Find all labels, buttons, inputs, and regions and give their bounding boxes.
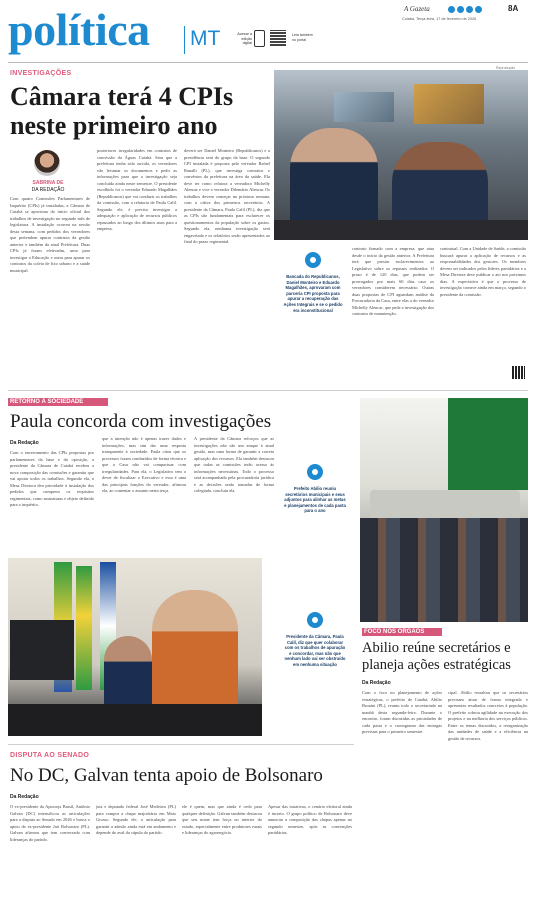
story2-caption-text: Presidente da Câmara, Paula Calil, diz que quer colaborar com os trabalhos de apuração e concordar, mas não que nenhum lado vai ser obstruído em nenhuma situação — [284, 634, 346, 667]
social-icons[interactable] — [448, 6, 492, 14]
author-avatar — [34, 150, 60, 176]
story2-byline: Da Redação — [10, 440, 39, 446]
camera-icon — [307, 612, 323, 628]
phone-icon — [254, 30, 265, 47]
masthead-rule — [8, 62, 528, 63]
qr-code-icon[interactable] — [270, 30, 286, 46]
story3-caption — [284, 464, 346, 514]
story4-headline: No DC, Galvan tenta apoio de Bolsonaro — [10, 765, 323, 786]
photo-people — [360, 518, 528, 622]
divider — [8, 390, 528, 391]
story2-col2: que a intenção não é apenas trazer dados e informações, mas sim dar uma resposta transparente à sociedade. Paula citou que os processos foram conduzidos de forma técnica e que a Casa não vai compactuar com irregularidades. Para ela, o Legislativo tem o dever de fiscalizar o Executivo e essa é uma das principais funções do vereador, afirmou ela, ao comentar o assunto nesta terça. — [102, 436, 186, 493]
author-name: SABRINA DE — [32, 180, 64, 186]
story3-col2: cipal. Abilio ressaltou que os secretários precisam atuar de forma integrada e apresentar resultados concretos à população. O prefeito cobrou agilidade na execução dos projetos e na melhoria dos serviços públicos. Entre os temas discutidos, a reorganização das unidades de saúde e a eficiência na gestão de recursos. — [448, 690, 528, 741]
photo-person — [152, 590, 238, 710]
story1-headline — [10, 82, 272, 140]
flag — [76, 566, 92, 690]
story4-kicker: DISPUTA AO SENADO — [10, 752, 90, 759]
brand-logo: A Gazeta — [404, 5, 430, 13]
story1-col5: contratual. Com a Unidade de Saúde, a comissão buscará apurar a aplicação de recursos e as responsabilidades dos gestores. Os membros devem ser indicados pelos líderes partidários e a Mesa Diretora deve publicar o ato nos próximos dias. A expectativa é que o processo de investigação comece ainda em março, segundo o presidente da comissão. — [440, 246, 526, 297]
story2-kicker: RETORNO À SOCIEDADE — [10, 399, 84, 405]
green-wall — [448, 398, 528, 490]
social-circle-icon[interactable] — [475, 6, 482, 13]
page-number: 8A — [508, 4, 519, 13]
story4-byline: Da Redação — [10, 794, 39, 800]
story1-col4: contrato firmado com a empresa, que atua desde o início da gestão anterior. A Prefeitura terá que prestar esclarecimentos ao Legislativo sobre os repasses realizados. O prazo é de 120 dias, que podem ser prorrogados por mais 60 dias caso os vereadores considerem necessário. Outras duas propostas de CPI aguardam análise da Procuradoria da Casa, entre elas a do vereador Michelly Alencar, que pede a investigação dos contratos de manutenção. — [352, 246, 434, 316]
story1-photo-credit: Reprodução — [496, 66, 516, 70]
story3-headline — [362, 640, 528, 674]
story1-headline-line1: Câmara terá 4 CPIs — [10, 82, 234, 111]
story2-col3: A presidente da Câmara reforçou que as investigações não são um ataque à atual gestão, mas uma forma de garantir a correta aplicação dos recursos. Ela também destacou que todas as comissões terão acesso às informações necessárias. Todo o processo será acompanhado pela procuradoria jurídica e as decisões serão tomadas de forma colegiada, concluiu ela. — [194, 436, 274, 493]
story1-col2: posteriores irregularidades em contratos de concessão da Águas Cuiabá. Sem que a prefeitura tenha sido ouvida, os vereadores vão levantar os documentos e pedir as informações para que a investigação seja concluída ainda neste semestre. O presidente escolhido foi o vereador Eduardo Magalhães (Republicanos) que vai conduzir os trabalhos da comissão, com a relatoria de Paula Calil. Segundo ele, é preciso investigar a adequação e aplicação de recursos públicos repassados ao longo dos últimos anos para a empresa. — [97, 148, 177, 231]
photo-person — [104, 636, 152, 708]
story1-col3: deverá ser Daniel Monteiro (Republicanos) e a presidência será do grupo da base. O segundo CPI instalada é proposta pelo vereador Rafael Ranalli (PL), que investiga contratos e convênios da prefeitura na área da saúde. Ela deve ter como relatora a vereadora Michelly Alencar e vice o vereador Dilemário Alencar. Os trabalhos devem começar na próxima semana, com a oitiva dos primeiros secretários. A presidente da Câmara, Paula Calil (PL), diz que as CPIs são fundamentais para esclarecer os questionamentos da população sobre os gastos. Segundo ela, nenhuma investigação será engavetada e os relatórios serão apresentados ao final do prazo regimental. — [184, 148, 270, 244]
story4-col3: ele é quem, mas que ainda é cedo para qualquer definição. Galvan também destacou que seu nome tem força no interior do estado, especialmente entre produtores rurais e lideranças do agronegócio. — [182, 804, 262, 835]
date-line: Cuiabá, Terça-feira, 17 de fevereiro de 2026 — [402, 17, 477, 21]
photo-desk — [274, 220, 528, 240]
story3-headline-line1: Abilio reúne secretários e — [362, 640, 511, 656]
digital-edition-tag[interactable]: Acesse a edição digital — [237, 32, 252, 45]
story2-headline: Paula concorda com investigações — [10, 411, 272, 432]
social-circle-icon[interactable] — [457, 6, 464, 13]
masthead — [0, 0, 535, 66]
photo-screen — [334, 92, 394, 122]
story2-caption — [284, 612, 346, 668]
section-region: MT — [190, 27, 221, 50]
section-title: política — [8, 4, 150, 55]
story3-kicker: FOCO NOS ÓRGÃOS — [364, 629, 425, 635]
author-role: DA REDAÇÃO — [31, 187, 65, 193]
laptop — [10, 620, 74, 680]
story2-photo — [8, 558, 262, 736]
portal-tag[interactable]: Leia também no portal — [292, 33, 313, 42]
story3-byline: Da Redação — [362, 680, 391, 686]
camera-icon — [307, 464, 323, 480]
divider — [8, 744, 354, 745]
story4-col4: Apesar das tratativas, o cenário eleitoral ainda é incerto. O grupo político de Bolsonaro deve anunciar a composição das chapas apenas no segundo semestre, após as convenções partidárias. — [268, 804, 352, 835]
story1-col1: Com quatro Comissões Parlamentares de Inquérito (CPIs) já instaladas, a Câmara de Cuiabá se aproxima do início oficial dos trabalhos de investigação no segundo mês de legislatura. A instalação ocorreu na sessão desta semana, com pedidos dos vereadores que pretendem apurar contratos da gestão anterior e também da atual Prefeitura. Duas CPIs já foram efetivadas, uma para investigar a Educação e outra para apurar os contratos da coleta de lixo urbano e a saúde municipal. — [10, 196, 90, 273]
story2-col1: Com o encerramento das CPIs propostas por parlamentares da base e da oposição, a presidente da Câmara de Cuiabá recebeu a nova composição das comissões e garantiu que vai apoiar todos os trabalhos. Segundo ela, a Mesa Diretora deu prioridade à instalação dos pedidos que cumprem os requisitos regimentais, como assinaturas e objeto definido para o inquérito. — [10, 450, 94, 507]
story1-qr-icon[interactable] — [512, 366, 525, 379]
story3-photo — [360, 398, 528, 622]
photo-screen — [414, 84, 484, 124]
camera-icon — [305, 252, 321, 268]
photo-desk — [8, 704, 262, 736]
story1-headline-line2: neste primeiro ano — [10, 111, 218, 140]
story3-col1: Com o foco no planejamento de ações estratégicas, o prefeito de Cuiabá, Abilio Brunini (PL), reuniu todo o secretariado na manhã desta segunda-feira. Durante o encontro, foram discutidas as prioridades de cada pasta e o cronograma das entregas previstas para o primeiro semestre. — [362, 690, 442, 734]
story1-kicker: INVESTIGAÇÕES — [10, 70, 72, 77]
story4-col1: O ex-presidente da Aprosoja Brasil, Antônio Galvan (DC) intensificou as articulações para a disputa ao Senado em 2026 e busca o apoio do ex-presidente Jair Bolsonaro (PL). Galvan afirmou que tem conversado com lideranças do partido. — [10, 804, 90, 842]
story3-headline-line2: planeja ações estratégicas — [362, 657, 511, 673]
story1-caption — [282, 252, 344, 313]
social-circle-icon[interactable] — [466, 6, 473, 13]
story1-caption-text: Bancada do Republicanos, Daniel Monteiro e Eduardo Magalhães, aprovaram com parceria CPI proposta para apurar a recuperação das Ações Integrais e se o pedido era inconstitucional — [283, 274, 343, 313]
story4-col2: juiz e deputado federal José Medeiros (PL) para compor a chapa majoritária em Mato Grosso. Segundo ele, a articulação para garantir a adesão ainda está em andamento e depende do aval da cúpula do partido. — [96, 804, 176, 835]
story3-caption-text: Prefeito Abilio reuniu secretários municipais e seus adjuntos para alinhar as metas e planejamentos de cada pasta para o ano — [284, 486, 346, 514]
social-circle-icon[interactable] — [448, 6, 455, 13]
story1-photo — [274, 70, 528, 240]
section-divider — [184, 26, 185, 54]
